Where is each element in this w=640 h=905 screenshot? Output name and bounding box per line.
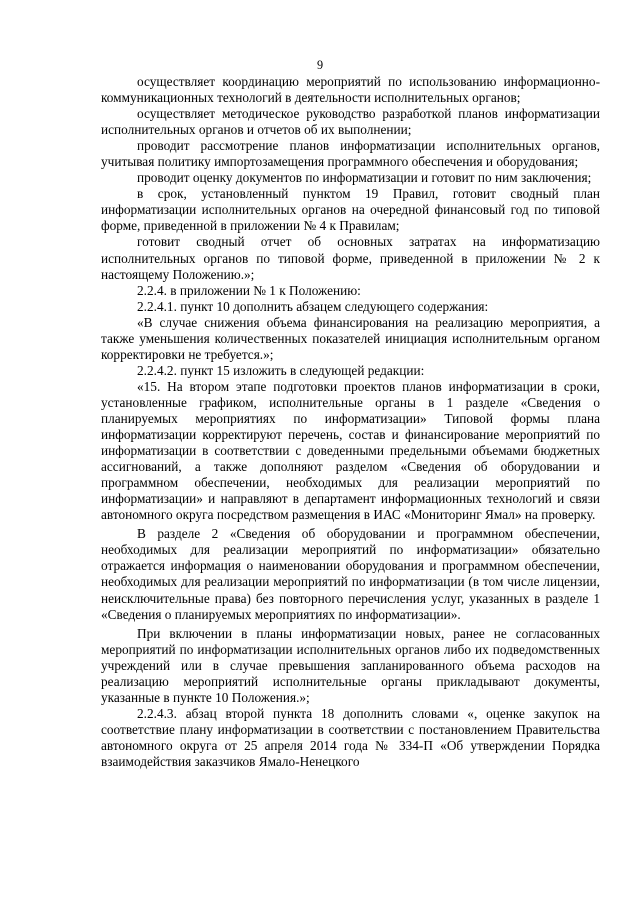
paragraph-clause-2-2-4: 2.2.4. в приложении № 1 к Положению: <box>137 282 361 298</box>
paragraph-clause-2-2-4-1: 2.2.4.1. пункт 10 дополнить абзацем следующего содержания: <box>137 298 489 314</box>
paragraph-new-activities: При включении в планы информатизации новых, ранее не согласованных мероприятий по информатизации исполнительных органов либо их подведомственных учреждений или в случае превышения запланированного объема расходов на реализацию мероприятий исполнительные органы прикладывают документы, указанные в пункте 10 Положения.»; <box>101 625 600 705</box>
paragraph-item-15-quote: «15. На втором этапе подготовки проектов планов информатизации в сроки, установленные графиком, исполнительные органы в 1 разделе «Сведения о планируемых мероприятиях по информатизации» Типовой формы плана информатизации корректируют перечень, состав и финансирование мероприятий по информатизации в соответствии с доведенными предельными объемами бюджетных ассигнований, а также дополняют разделом «Сведения об оборудовании и программном обеспечении, необходимых для реализации мероприятий по информатизации» и направляют в департамент информационных технологий и связи автономного округа посредством размещения в ИАС «Мониторинг Ямал» на проверку. <box>101 378 600 523</box>
paragraph-funding-reduction-quote: «В случае снижения объема финансирования на реализацию мероприятия, а также уменьшения количественных показателей инициация исполнительным органом корректировки не требуется.»; <box>101 314 600 362</box>
paragraph-coordination: осуществляет координацию мероприятий по использованию информационно-коммуникационных технологий в деятельности исполнительных органов; <box>101 74 600 106</box>
paragraph-document-assessment: проводит оценку документов по информатизации и готовит по ним заключения; <box>137 170 592 186</box>
paragraph-clause-2-2-4-3: 2.2.4.3. абзац второй пункта 18 дополнить словами «, оценке закупок на соответствие плану информатизации в соответствии с постановлением Правительства автономного округа от 25 апреля 2014 года № 334-П «Об утверждении Порядка взаимодействия заказчиков Ямало-Ненецкого <box>101 705 600 769</box>
paragraph-consolidated-report: готовит сводный отчет об основных затратах на информатизацию исполнительных органов по типовой форме, приведенной в приложении № 2 к настоящему Положению.»; <box>101 234 600 282</box>
document-body <box>101 74 600 770</box>
paragraph-section-2-description: В разделе 2 «Сведения об оборудовании и программном обеспечении, необходимых для реализации мероприятий по информатизации» обязательно отражается информация о наименовании оборудования и программном обеспечении, необходимых для реализации мероприятий по информатизации (в том числе лицензии, неисключительные права) без повторного перечисления услуг, указанных в разделе 1 «Сведения о планируемых мероприятиях по информатизации». <box>101 526 600 622</box>
paragraph-consolidated-plan: в срок, установленный пунктом 19 Правил, готовит сводный план информатизации исполнительных органов на очередной финансовый год по типовой форме, приведенной в приложении № 4 к Правилам; <box>101 186 600 234</box>
paragraph-methodical-guidance: осуществляет методическое руководство разработкой планов информатизации исполнительных органов и отчетов об их выполнении; <box>101 106 600 138</box>
paragraph-clause-2-2-4-2: 2.2.4.2. пункт 15 изложить в следующей редакции: <box>137 362 425 378</box>
paragraph-plan-review: проводит рассмотрение планов информатизации исполнительных органов, учитывая политику импортозамещения программного обеспечения и оборудования; <box>101 138 600 170</box>
page-number: 9 <box>316 58 324 72</box>
